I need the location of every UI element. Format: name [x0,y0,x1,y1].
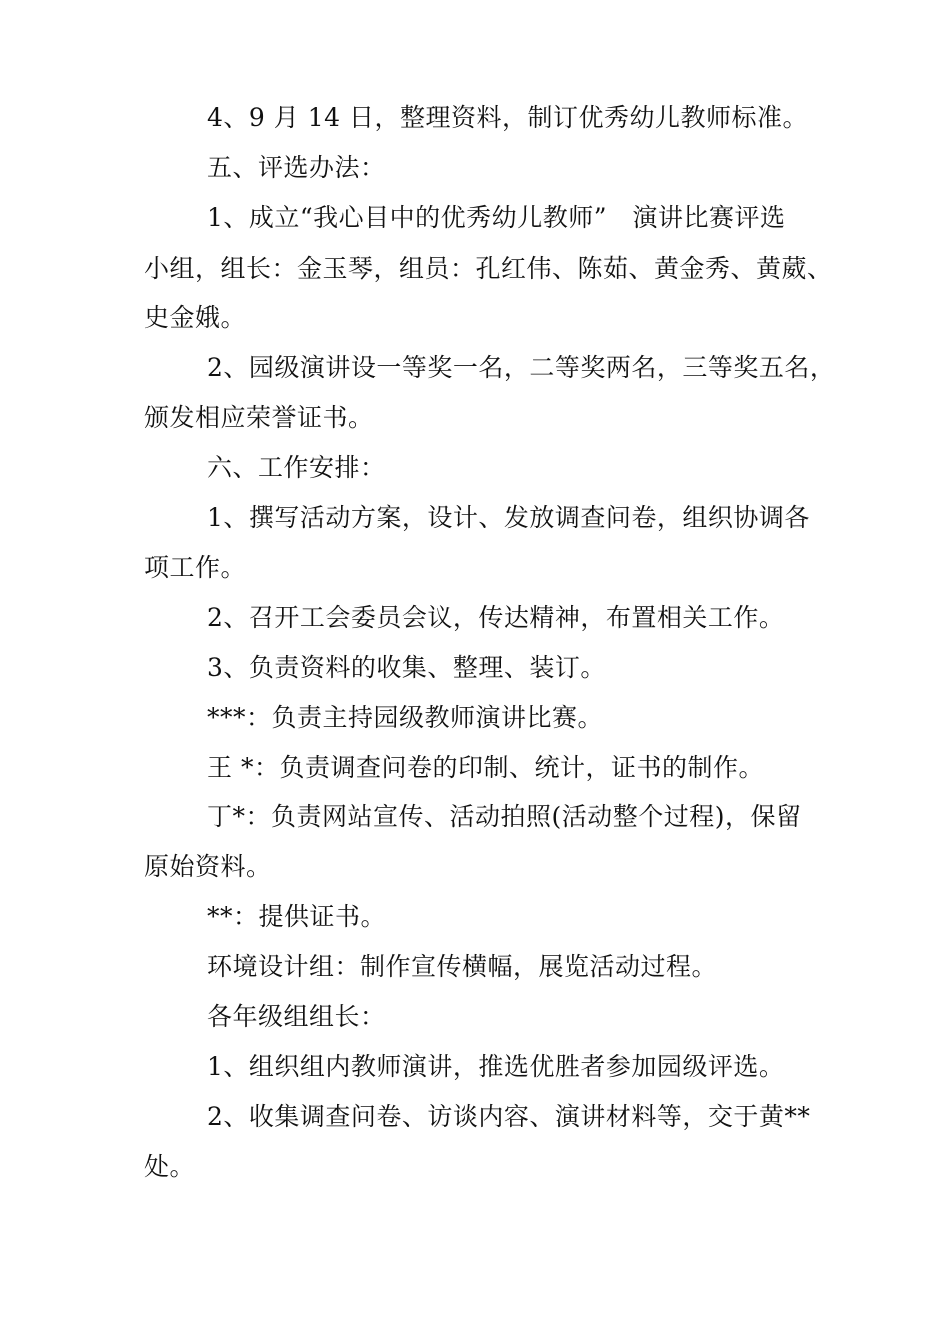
section-heading-6: 六、工作安排： [207,453,386,482]
text-line-grade-leaders: 各年级组组长： [207,1002,386,1031]
text-line-website: 丁*：负责网站宣传、活动拍照(活动整个过程)，保留 [207,802,802,831]
section-heading-5: 五、评选办法： [207,153,386,182]
text-line-method-2-cont: 颁发相应荣誉证书。 [144,403,374,432]
text-line-method-1-cont: 小组，组长：金玉琴，组员：孔红伟、陈茹、黄金秀、黄葳、 [144,254,833,283]
text-line-website-cont: 原始资料。 [144,852,272,881]
text-line-work-1-cont: 项工作。 [144,553,247,582]
text-line-survey: 王 *：负责调查问卷的印制、统计，证书的制作。 [207,753,764,782]
text-line-host: ***：负责主持园级教师演讲比赛。 [207,703,604,732]
text-line-certificate: **：提供证书。 [207,902,387,931]
text-line-work-1: 1、撰写活动方案，设计、发放调查问卷，组织协调各 [207,503,810,532]
text-line-environment: 环境设计组：制作宣传横幅，展览活动过程。 [207,952,718,981]
text-line-grade-2-cont: 处。 [144,1152,196,1181]
text-line-work-2: 2、召开工会委员会议，传达精神，布置相关工作。 [207,603,785,632]
text-line-work-3: 3、负责资料的收集、整理、装订。 [207,653,606,682]
text-line-method-2: 2、园级演讲设一等奖一名，二等奖两名，三等奖五名， [207,353,836,382]
text-line-grade-1: 1、组织组内教师演讲，推选优胜者参加园级评选。 [207,1052,785,1081]
text-line-grade-2: 2、收集调查问卷、访谈内容、演讲材料等，交于黄** [207,1102,811,1131]
text-line-schedule-4: 4、9 月 14 日，整理资料，制订优秀幼儿教师标准。 [207,103,808,132]
text-line-method-1: 1、成立“我心目中的优秀幼儿教师” 演讲比赛评选 [207,203,786,232]
text-line-method-1-cont2: 史金娥。 [144,303,247,332]
